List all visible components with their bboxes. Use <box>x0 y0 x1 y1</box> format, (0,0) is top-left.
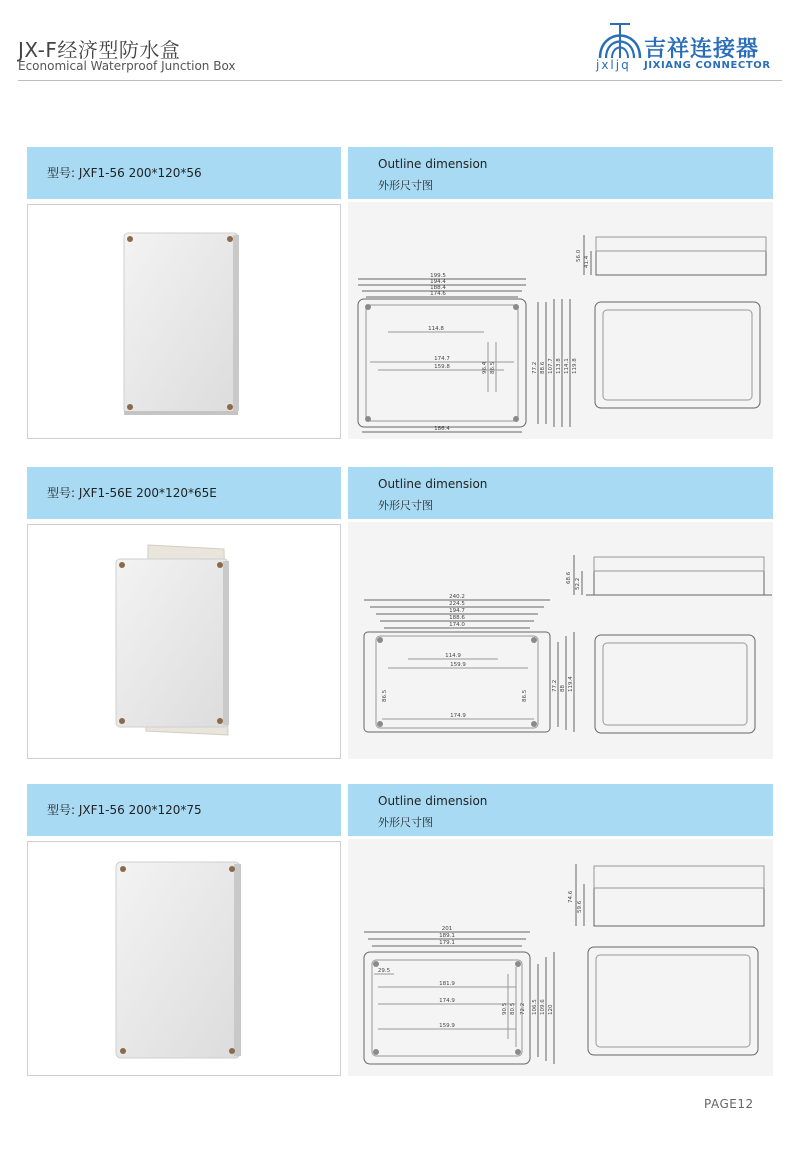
dimension-label: 90.5 <box>502 1002 508 1015</box>
product-photo <box>27 841 341 1076</box>
logo-english-name: JIXIANG CONNECTOR <box>644 60 771 71</box>
dimension-label: 114.9 <box>445 653 461 659</box>
page-title: JX-F经济型防水盒 <box>18 38 181 62</box>
dimension-label: 77.2 <box>532 361 538 374</box>
dimension-label: 119.4 <box>568 676 574 692</box>
outline-band <box>348 784 773 836</box>
dimension-label: 56.0 <box>576 249 582 262</box>
dimension-label: 159.9 <box>450 662 466 668</box>
logo-mark-icon <box>596 18 644 62</box>
logo-pinyin: jxljq <box>596 58 631 72</box>
product-section-2 <box>27 467 773 759</box>
dimension-label: 199.5 <box>430 273 446 279</box>
dimension-label: 119.8 <box>572 358 578 374</box>
dimension-label: 240.2 <box>449 594 465 600</box>
dimension-label: 41.4 <box>584 255 590 268</box>
outline-drawing <box>348 202 773 439</box>
dimension-label: 181.9 <box>439 981 455 987</box>
page-subtitle: Economical Waterproof Junction Box <box>18 59 236 73</box>
dimension-label: 194.7 <box>449 608 465 614</box>
dimension-label: 201 <box>441 926 453 932</box>
model-band <box>27 784 341 836</box>
dimension-label: 109.6 <box>540 999 546 1015</box>
dimension-label: 188.6 <box>449 615 465 621</box>
dimension-label: 174.7 <box>434 356 450 362</box>
outline-title-en: Outline dimension <box>378 157 488 171</box>
header-divider <box>18 80 782 81</box>
logo-chinese-name: 吉祥连接器 <box>644 37 760 62</box>
product-photo <box>27 524 341 759</box>
dimension-label: 59.6 <box>577 900 583 913</box>
product-photo <box>27 204 341 439</box>
dimension-label: 188.4 <box>430 285 446 291</box>
dimension-label: 88 <box>560 685 566 692</box>
outline-title-en: Outline dimension <box>378 794 488 808</box>
dimension-label: 86.5 <box>490 361 496 374</box>
dimension-label: 106.5 <box>532 999 538 1015</box>
product-section-1 <box>27 147 773 439</box>
dimension-label: 120 <box>548 1004 554 1015</box>
page-number: PAGE12 <box>704 1097 754 1111</box>
outline-title-cn: 外形尺寸图 <box>378 499 433 512</box>
dimension-label: 114.8 <box>428 326 444 332</box>
outline-title-cn: 外形尺寸图 <box>378 816 433 829</box>
dimension-label: 77.2 <box>552 679 558 692</box>
dimension-label: 86.5 <box>522 689 528 702</box>
model-label: 型号: JXF1-56E 200*120*65E <box>47 486 217 500</box>
dimension-label: 174.9 <box>450 713 466 719</box>
dimension-label: 52.2 <box>575 577 581 590</box>
outline-title-cn: 外形尺寸图 <box>378 179 433 192</box>
dimension-label: 186.4 <box>434 426 450 432</box>
dimension-label: 159.9 <box>439 1023 455 1029</box>
dimension-label: 114.1 <box>564 358 570 374</box>
outline-drawing <box>348 839 773 1076</box>
dimension-label: 96.4 <box>482 361 488 374</box>
dimension-label: 174.6 <box>430 291 446 297</box>
dimension-label: 194.4 <box>430 279 446 285</box>
dimension-label: 29.5 <box>377 968 391 974</box>
outline-band <box>348 467 773 519</box>
outline-drawing <box>348 522 773 759</box>
dimension-label: 107.7 <box>548 358 554 374</box>
outline-band <box>348 147 773 199</box>
model-band <box>27 147 341 199</box>
logo <box>596 18 776 76</box>
model-band <box>27 467 341 519</box>
dimension-label: 189.1 <box>439 933 455 939</box>
dimension-label: 113.8 <box>556 358 562 374</box>
dimension-label: 88.6 <box>540 361 546 374</box>
dimension-label: 80.5 <box>510 1002 516 1015</box>
model-label: 型号: JXF1-56 200*120*56 <box>47 166 202 180</box>
dimension-label: 74.6 <box>568 890 574 903</box>
dimension-label: 174.0 <box>449 622 465 628</box>
dimension-label: 68.6 <box>566 571 572 584</box>
dimension-label: 86.5 <box>382 689 388 702</box>
dimension-label: 179.1 <box>439 940 455 946</box>
model-label: 型号: JXF1-56 200*120*75 <box>47 803 202 817</box>
dimension-label: 72.2 <box>520 1002 526 1015</box>
dimension-label: 224.5 <box>449 601 465 607</box>
product-section-3 <box>27 784 773 1076</box>
dimension-label: 174.9 <box>439 998 455 1004</box>
outline-title-en: Outline dimension <box>378 477 488 491</box>
dimension-label: 159.8 <box>434 364 450 370</box>
